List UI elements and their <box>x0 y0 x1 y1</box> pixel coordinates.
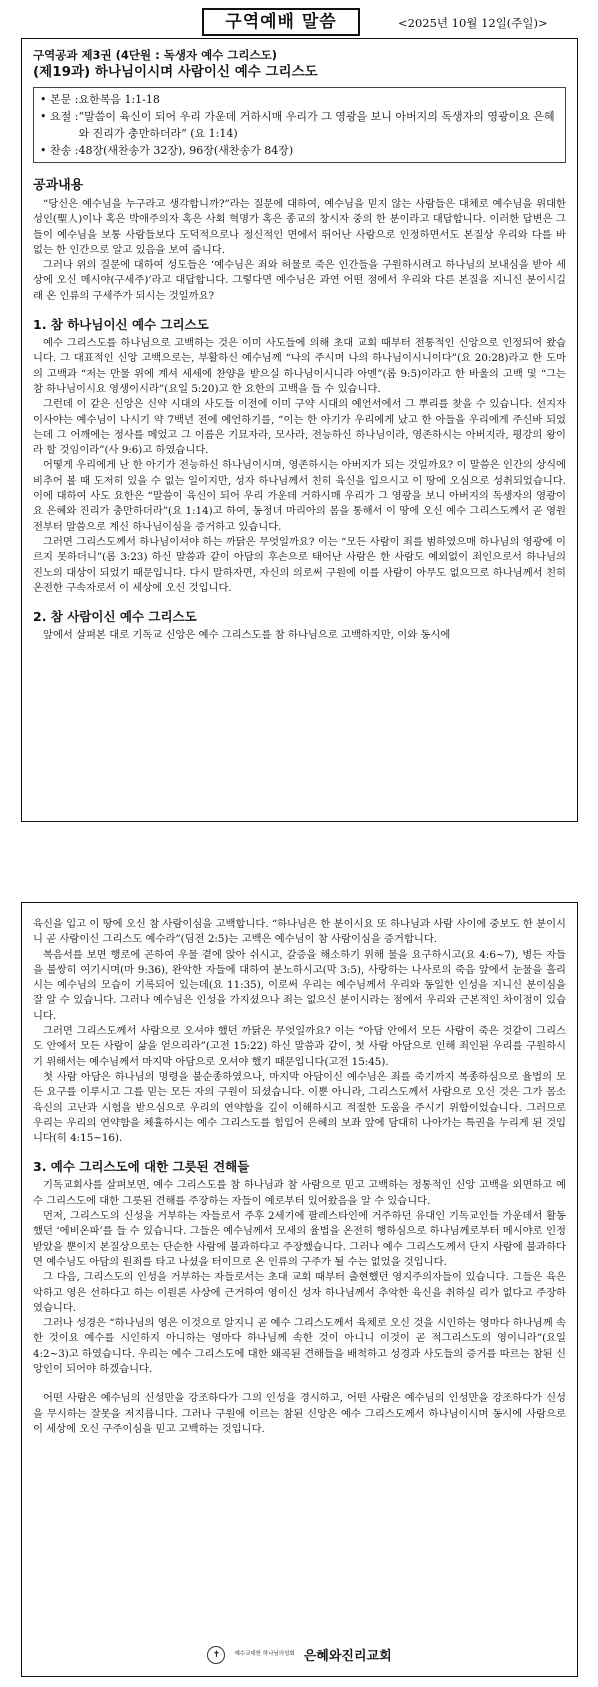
paragraph: 복음서를 보면 행로에 곤하여 우물 곁에 앉아 쉬시고, 갈증을 해소하기 위해 물을 요구하시고(요 4:6~7), 병든 자들을 불쌍히 여기시며(마 9:36), 완악한 자들에 대하여 분노하시고(막 3:5), 사랑하는 나사로의 죽음 앞에서 눈물을 흘리시는 예수님의 모습이 기록되어 있는데(요 11:35), 이로써 우리는 예수님께서 우리와 동일한 인성을 지니신 분이심을 잘 알 수 있습니다. 그러나 예수님은 인성을 가지셨으나 죄는 없으신 분이시라는 점에서 우리와 근본적인 차이점이 있습니다. <box>33 948 567 1022</box>
church-logo-icon: ✝ <box>207 1646 225 1664</box>
lesson-label: 구역공과 제3권 (4단원 : 독생자 예수 그리스도) <box>33 48 277 62</box>
info-value: 요한복음 1:1-18 <box>78 93 160 106</box>
info-row-hymns <box>40 142 559 159</box>
church-name: 은혜와진리교회 <box>303 1649 392 1664</box>
content-heading: 공과내용 <box>33 178 84 193</box>
paragraph: 어떻게 우리에게 난 한 아기가 전능하신 하나님이시며, 영존하시는 아버지가 되는 것일까요? 이 말씀은 인간의 상식에 비추어 볼 때 도저히 있을 수 없는 일이지만, 성자 하나님께서 친히 육신을 입으시고 이 땅에 오심으로 성취되었습니다. 이에 대하여 사도 요한은 “말씀이 육신이 되어 우리 가운데 거하시매 우리가 그 영광을 보니 아버지의 독생자의 영광이요 은혜와 진리가 충만하더라”(요 1:14)고 하여, 동정녀 마리아의 몸을 통해서 이 땅에 오신 예수 그리스도께서 곧 영원 전부터 말씀으로 계신 하나님이심을 증거하고 있습니다. <box>33 459 566 533</box>
paragraph: 그런데 이 같은 신앙은 신약 시대의 사도들 이전에 이미 구약 시대의 예언서에서 그 뿌리를 찾을 수 있습니다. 선지자 이사야는 예수님이 나시기 약 7백년 전에 예언하기를, “이는 한 아기가 우리에게 났고 한 아들을 우리에게 주신바 되었는데 그 어깨에는 정사를 메었고 그 이름은 기묘자라, 모사라, 전능하신 하나님이라, 영존하시는 아버지라, 평강의 왕이라 할 것임이라”(사 9:6)고 하였습니다. <box>33 398 566 457</box>
paragraph: 그러면 그리스도께서 사람으로 오셔야 했던 까닭은 무엇일까요? 이는 “아담 안에서 모든 사람이 죽은 것같이 그리스도 안에서 모든 사람이 삶을 얻으리라”(고전 15:22) 하신 말씀과 같이, 첫 사람 아담으로 인해 죄인된 우리를 구원하시기 위해서는 예수님께서 마지막 아담으로 오셔야 했기 때문입니다(고전 15:45). <box>33 1025 566 1068</box>
closing-paragraph: 어떤 사람은 예수님의 신성만을 강조하다가 그의 인성을 경시하고, 어떤 사람은 예수님의 인성만을 강조하다가 신성을 무시하는 잘못을 저지릅니다. 그러나 구원에 이르는 참된 신앙은 예수 그리스도께서 하나님이시며 동시에 사람으로 이 세상에 오신 구주이심을 믿고 고백하는 것입니다. <box>33 1392 566 1435</box>
info-value: 48장(새찬송가 32장), 96장(새찬송가 84장) <box>78 144 294 157</box>
page-1 <box>21 38 578 822</box>
paragraph: 첫 사람 아담은 하나님의 명령을 불순종하였으나, 마지막 아담이신 예수님은 죄를 죽기까지 복종하심으로 율법의 모든 요구를 이루시고 그를 믿는 모든 자의 구원이 되셨습니다. 이뿐 아니라, 그리스도께서 사람으로 오신 것은 그가 몸소 육신의 고난과 시험을 받으심으로 우리의 연약함을 깊이 이해하시고 적절한 도움을 주시기 위함이었습니다. 그러므로 우리는 우리의 연약함을 체휼하시는 예수 그리스도를 힘입어 은혜의 보좌 앞에 담대히 나아가는 특권을 누리게 된 것입니다(히 4:15~16). <box>33 1070 566 1145</box>
page-header <box>0 6 598 40</box>
paragraph: 앞에서 살펴본 대로 기독교 신앙은 예수 그리스도를 참 하나님으로 고백하지만, 이와 동시에 <box>43 629 451 642</box>
paragraph: 기독교회사를 살펴보면, 예수 그리스도를 참 하나님과 참 사람으로 믿고 고백하는 정통적인 신앙 고백을 외면하고 예수 그리스도에 대한 그릇된 견해를 주장하는 자들이 예로부터 있어왔음을 알 수 있습니다. <box>33 1179 566 1207</box>
paragraph: 먼저, 그리스도의 신성을 거부하는 자들로서 주후 2세기에 팔레스타인에 거주하던 유대인 기독교인들 가운데서 활동했던 ‘에비온파’를 들 수 있습니다. 그들은 예수님께서 모세의 율법을 온전히 행하심으로 하나님께로부터 메시야로 인정받았을 뿐이지 본질상으로는 단순한 사람에 불과하다고 주장했습니다. 그러나 예수 그리스도께서 단지 사람에 불과하다면 예수님도 아담의 원죄를 타고 나셨을 터이므로 온 인류의 구주가 될 수는 없었을 것입니다. <box>33 1210 566 1268</box>
info-row-key-verse <box>40 108 559 142</box>
info-value: “말씀이 육신이 되어 우리 가운데 거하시매 우리가 그 영광을 보니 아버지의 독생자의 영광이요 은혜와 진리가 충만하더라” (요 1:14) <box>78 110 555 140</box>
paragraph: 예수 그리스도를 하나님으로 고백하는 것은 이미 사도들에 의해 초대 교회 때부터 전통적인 신앙으로 인정되어 왔습니다. 그 대표적인 신앙 고백으로는, 부활하신 예수님께 “나의 주시며 나의 하나님이시니이다”(요 20:28)라고 한 도마의 고백과 “저는 만물 위에 계셔 세세에 찬양을 받으실 하나님이시니라 아멘”(롬 9:5)이라고 한 바울의 고백 및 “그는 참 하나님이시요 영생이시라”(요일 5:20)고 한 요한의 고백을 들 수 있습니다. <box>33 337 566 395</box>
info-key: • 찬송 : <box>40 144 79 157</box>
page-2 <box>21 902 578 1677</box>
paragraph: 그 다음, 그리스도의 인성을 거부하는 자들로서는 초대 교회 때부터 출현했던 영지주의자들이 있습니다. 그들은 육은 악하고 영은 선하다고 하는 이원론 사상에 근거하여 영이신 성자 하나님께서 추악한 육신을 취하실 리가 없다고 주장하였습니다. <box>33 1271 566 1314</box>
section-heading: 2. 참 사람이신 예수 그리스도 <box>33 609 197 625</box>
paragraph: 그러나 성경은 “하나님의 영은 이것으로 알지니 곧 예수 그리스도께서 육체로 오신 것을 시인하는 영마다 하나님께 속한 것이요 예수를 시인하지 아니하는 영마다 하나님께 속한 것이 아니니 이것이 곧 적그리스도의 영이니라”(요일 4:2~3)고 하였습니다. 우리는 예수 그리스도에 대한 왜곡된 견해들을 배척하고 성경과 사도들의 증거를 따르는 참된 신앙인이 되어야 하겠습니다. <box>33 1317 566 1376</box>
section-heading: 3. 예수 그리스도에 대한 그릇된 견해들 <box>33 1159 250 1175</box>
page-title: 구역예배 말씀 <box>202 8 360 36</box>
paragraph: 육신을 입고 이 땅에 오신 참 사람이심을 고백합니다. “하나님은 한 분이시요 또 하나님과 사람 사이에 중보도 한 분이시니 곧 사람이신 그리스도 예수라”(딤전 2:5)는 고백은 예수님이 참 사람이심을 증거합니다. <box>33 918 566 946</box>
paragraph: “당신은 예수님을 누구라고 생각합니까?”라는 질문에 대하여, 예수님을 믿지 않는 사람들은 대체로 예수님을 위대한 성인(聖人)이나 혹은 박애주의자 혹은 사회 혁명가 혹은 종교의 창시자 중의 한 분이라고 대답합니다. 이러한 답변은 그들이 예수님을 보통 사람들보다 도덕적으로나 정신적인 면에서 뛰어난 사람으로 인정하면서도 본질상 우리와 다를 바 없는 한 인간으로 알고 있음을 보여 줍니다. <box>33 198 566 256</box>
lesson-title: (제19과) 하나님이시며 사람이신 예수 그리스도 <box>33 64 318 80</box>
info-key: • 요절 : <box>40 110 79 123</box>
paragraph: 그러면 그리스도께서 하나님이셔야 하는 까닭은 무엇일까요? 이는 “모든 사람이 죄를 범하였으매 하나님의 영광에 이르지 못하더니”(롬 3:23) 하신 말씀과 같이 아담의 후손으로 태어난 사람은 한 사람도 예외없이 죄인으로서 하나님의 진노의 대상이 되었기 때문입니다. 다시 말하자면, 자신의 의로써 구원에 이를 사람이 아무도 없으므로 하나님께서 친히 온전한 구속자로서 이 세상에 오신 것입니다. <box>33 535 566 594</box>
info-row-text <box>40 91 559 108</box>
scripture-info-box <box>33 87 566 163</box>
info-key: • 본문 : <box>40 93 79 106</box>
service-date: <2025년 10월 12일(주일)> <box>398 16 548 30</box>
church-footer <box>22 1644 577 1664</box>
section-heading: 1. 참 하나님이신 예수 그리스도 <box>33 317 209 333</box>
paragraph: 그러나 위의 질문에 대하여 성도들은 ‘예수님은 죄와 허물로 죽은 인간들을 구원하시려고 하나님의 보내심을 받아 세상에 오신 메시야(구세주)’라고 대답합니다. 그렇다면 예수님은 과연 어떤 점에서 우리와 다른 본질을 지니신 분이시길래 온 인류의 구세주가 되시는 것일까요? <box>33 259 566 302</box>
denomination-label: 예수교대한 하나님의성회 <box>234 1651 295 1657</box>
